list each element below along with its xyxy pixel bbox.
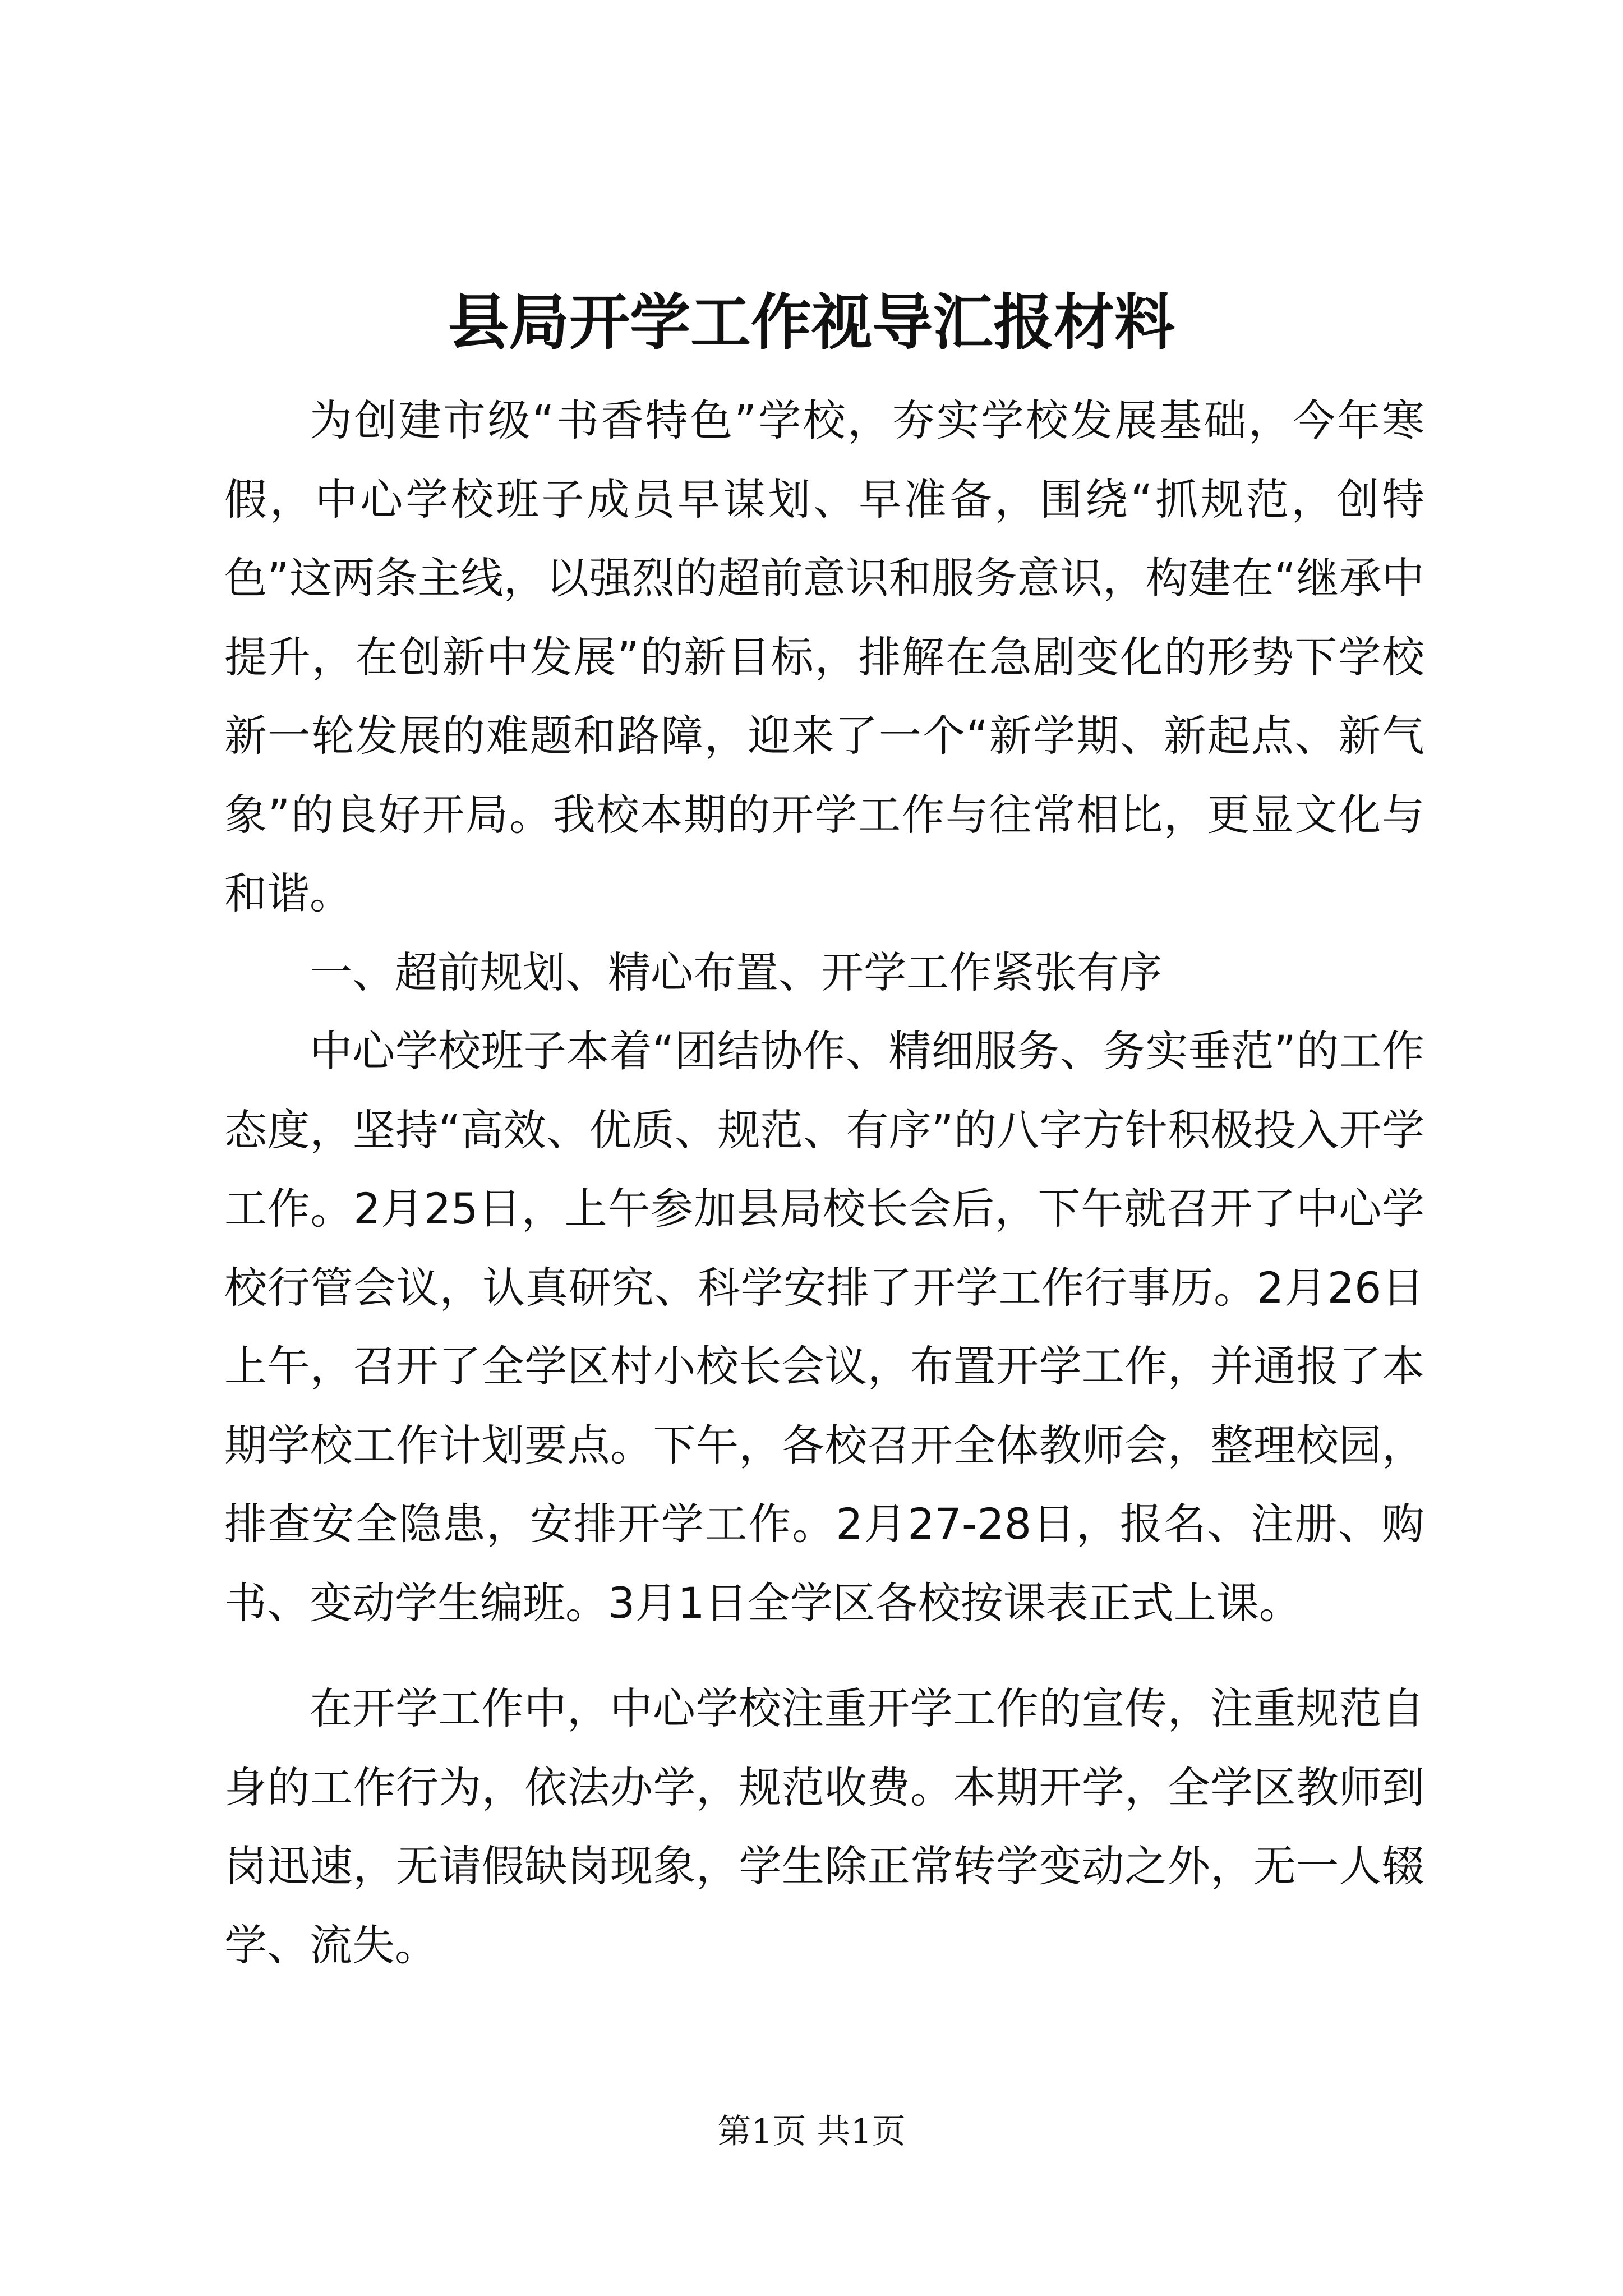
page-footer: 第1页 共1页: [717, 2112, 906, 2151]
paragraph-schedule: 中心学校班子本着“团结协作、精细服务、务实垂范”的工作态度，坚持“高效、优质、规范、有序”的八字方针积极投入开学工作。2月25日，上午参加县局校长会后，下午就召开了中心学校行管会议，认真研究、科学安排了开学工作行事历。2月26日上午，召开了全学区村小校长会议，布置开学工作，并通报了本期学校工作计划要点。下午，各校召开全体教师会，整理校园，排查安全隐患，安排开学工作。2月27-28日，报名、注册、购书、变动学生编班。3月1日全学区各校按课表正式上课。: [224, 1026, 1424, 1628]
document-title: 县局开学工作视导汇报材料: [448, 287, 1175, 358]
section-heading-1: 一、超前规划、精心布置、开学工作紧张有序: [310, 947, 1162, 997]
document-body: [224, 381, 1424, 1985]
paragraph-regulation: 在开学工作中，中心学校注重开学工作的宣传，注重规范自身的工作行为，依法办学，规范收费。本期开学，全学区教师到岗迅速，无请假缺岗现象，学生除正常转学变动之外，无一人辍学、流失。: [224, 1683, 1424, 1970]
paragraph-intro: 为创建市级“书香特色”学校，夯实学校发展基础，今年寒假，中心学校班子成员早谋划、早准备，围绕“抓规范，创特色”这两条主线，以强烈的超前意识和服务意识，构建在“继承中提升，在创新中发展”的新目标，排解在急剧变化的形势下学校新一轮发展的难题和路障，迎来了一个“新学期、新起点、新气象”的良好开局。我校本期的开学工作与往常相比，更显文化与和谐。: [224, 395, 1424, 918]
